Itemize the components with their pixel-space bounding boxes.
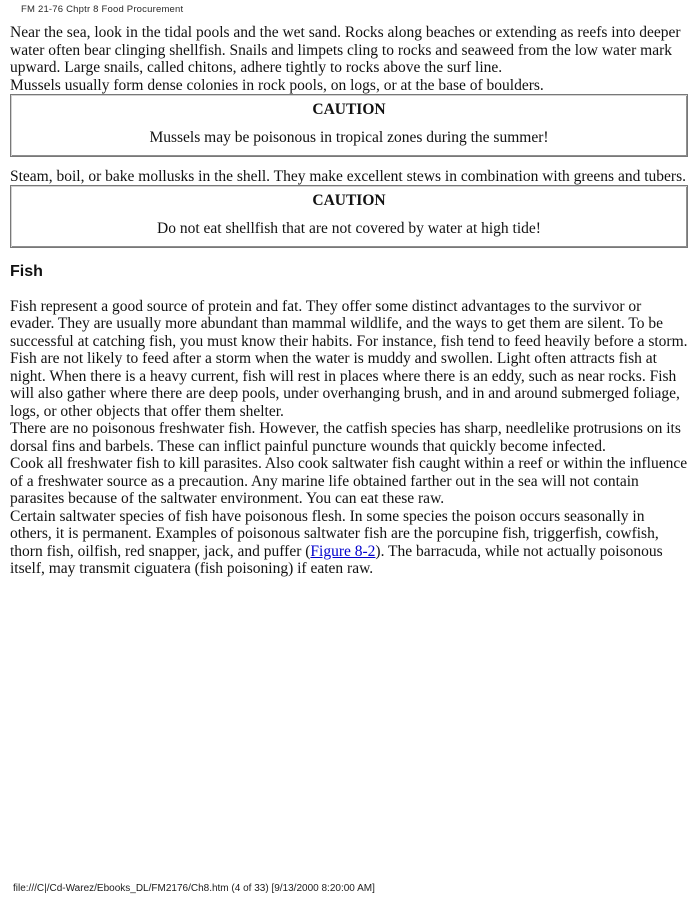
document-body: [10, 24, 688, 578]
paragraph-freshwater-fish: There are no poisonous freshwater fish. However, the catfish species has sharp, needlelike protrusions on its dorsal fins and barbels. These can inflict painful puncture wounds that quickly become infected.: [10, 420, 681, 455]
caution-title: CAUTION: [312, 192, 386, 209]
paragraph-steam-boil-bake: Steam, boil, or bake mollusks in the shell. They make excellent stews in combination with greens and tubers.: [10, 167, 686, 185]
paragraph-poisonous-fish-text-before: Certain saltwater species of fish have poisonous flesh. In some species the poison occurs seasonally in others, it is permanent. Examples of poisonous saltwater fish are the porcupine fish, triggerfish, cowfish, thorn fish, oilfish, red snapper, jack, and puffer (: [10, 507, 659, 560]
figure-8-2-link[interactable]: Figure 8-2: [310, 542, 376, 560]
paragraph-poisonous-fish-text-after: ). The barracuda, while not actually poisonous itself, may transmit ciguatera (fish poisoning) if eaten raw.: [10, 542, 663, 577]
caution-box-shellfish: [10, 185, 688, 248]
document-footer-file-path: file:///C|/Cd-Warez/Ebooks_DL/FM2176/Ch8.htm (4 of 33) [9/13/2000 8:20:00 AM]: [13, 883, 375, 894]
paragraph-cook-fish: Cook all freshwater fish to kill parasites. Also cook saltwater fish caught within a reef or within the influence of a freshwater source as a precaution. Any marine life obtained farther out in the sea will not contain parasites because of the saltwater environment. You can eat these raw.: [10, 455, 688, 507]
paragraph-fish-intro: Fish represent a good source of protein and fat. They offer some distinct advantages to the survivor or evader. They are usually more abundant than mammal wildlife, and the ways to get them are silent. To be successful at catching fish, you must know their habits. For instance, fish tend to feed heavily before a storm. Fish are not likely to feed after a storm when the water is muddy and swollen. Light often attracts fish at night. When there is a heavy current, fish will rest in places where there is an eddy, such as near rocks. Fish will also gather where there are deep pools, under overhanging brush, and in and around submerged foliage, logs, or other objects that offer them shelter.: [10, 297, 688, 420]
caution-box-mussels: [10, 94, 688, 157]
paragraph-tidal-pools: Near the sea, look in the tidal pools and the wet sand. Rocks along beaches or extending as reefs into deeper water often bear clinging shellfish. Snails and limpets cling to rocks and seaweed from the low water mark upward. Large snails, called chitons, adhere tightly to rocks above the surf line.: [10, 24, 681, 76]
section-heading-fish: Fish: [10, 262, 43, 280]
paragraph-poisonous-fish: [10, 508, 688, 578]
caution-title: CAUTION: [312, 101, 386, 118]
caution-message: Do not eat shellfish that are not covered by water at high tide!: [157, 220, 541, 237]
caution-message: Mussels may be poisonous in tropical zones during the summer!: [149, 129, 549, 146]
document-header-running-title: FM 21-76 Chptr 8 Food Procurement: [21, 4, 184, 15]
paragraph-mussels: Mussels usually form dense colonies in rock pools, on logs, or at the base of boulders.: [10, 76, 544, 94]
